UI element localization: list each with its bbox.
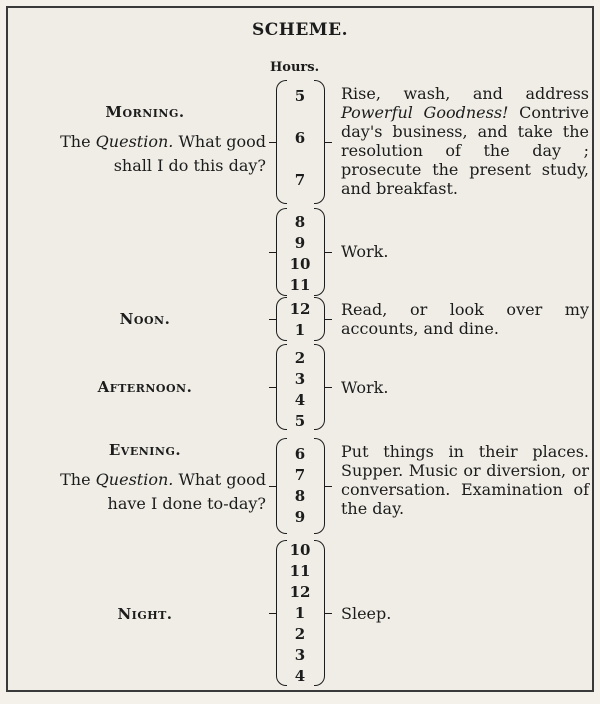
question-text: What good have I done to-day? [107,470,266,513]
hour-value: 4 [294,391,306,409]
hours-column-header: Hours. [270,60,320,75]
hour-value: 10 [289,255,311,273]
period-cell [24,100,266,178]
activity-text: Work. [341,242,389,261]
period-cell [24,375,266,399]
right-brace [314,297,325,341]
daily-question [24,468,266,516]
hour-value: 2 [294,349,306,367]
right-brace [314,344,325,430]
hour-value: 11 [289,276,311,294]
activity-text: Sleep. [341,604,392,623]
hour-value: 9 [294,508,306,526]
hour-value: 6 [294,445,306,463]
hour-value: 9 [294,234,306,252]
page-title: SCHEME. [251,20,349,40]
period-label: Morning. [105,103,185,121]
hour-value: 2 [294,625,306,643]
period-label: Noon. [119,310,171,328]
hour-list [286,444,314,528]
question-prefix: The [60,470,91,489]
question-text: What good shall I do this day? [113,132,266,175]
schedule-block-noon [8,297,592,341]
hour-value: 10 [289,541,311,559]
hour-list [286,348,314,432]
activity-rest: Contrive day's business, and take the resolution of the day ; prosecute the present study, and breakfast. [341,103,589,198]
hour-value: 4 [294,667,306,685]
hour-value: 12 [289,583,311,601]
daily-question [24,130,266,178]
hour-value: 3 [294,646,306,664]
schedule-block-afternoon [8,344,592,430]
activity-text: Work. [341,378,389,397]
hour-value: 7 [294,171,306,189]
hour-value: 3 [294,370,306,388]
question-word: Question. [95,470,174,489]
hour-value: 11 [289,562,311,580]
question-prefix: The [60,132,91,151]
hour-list [286,84,314,196]
period-label: Afternoon. [97,378,193,396]
question-word: Question. [95,132,174,151]
right-brace [314,438,325,534]
period-label: Evening. [108,441,182,459]
hour-list [286,212,314,296]
activity-text [341,84,589,198]
period-cell [24,602,266,626]
hour-value: 5 [294,412,306,430]
right-brace [314,80,325,204]
right-brace [314,208,325,296]
right-brace [314,540,325,686]
activity-text: Read, or look over my accounts, and dine. [341,300,589,338]
schedule-block-morning [8,80,592,204]
activity-emphasis: Powerful Goodness! [341,103,509,122]
hour-list [286,540,314,687]
schedule-block-late-morning [8,208,592,296]
hour-value: 12 [289,300,311,318]
hour-value: 8 [294,213,306,231]
period-cell [24,307,266,331]
hour-value: 8 [294,487,306,505]
period-cell [24,438,266,516]
scheme-page [6,6,594,692]
activity-text: Put things in their places. Supper. Music or diversion, or conversation. Examination of the day. [341,442,589,518]
hour-value: 6 [294,129,306,147]
schedule-block-evening [8,438,592,534]
hour-list [286,299,314,341]
hour-value: 1 [294,604,306,622]
hour-value: 7 [294,466,306,484]
hour-value: 5 [294,87,306,105]
period-label: Night. [117,605,173,623]
hour-value: 1 [294,321,306,339]
schedule-block-night [8,540,592,686]
activity-lead: Rise, wash, and address [341,84,589,103]
